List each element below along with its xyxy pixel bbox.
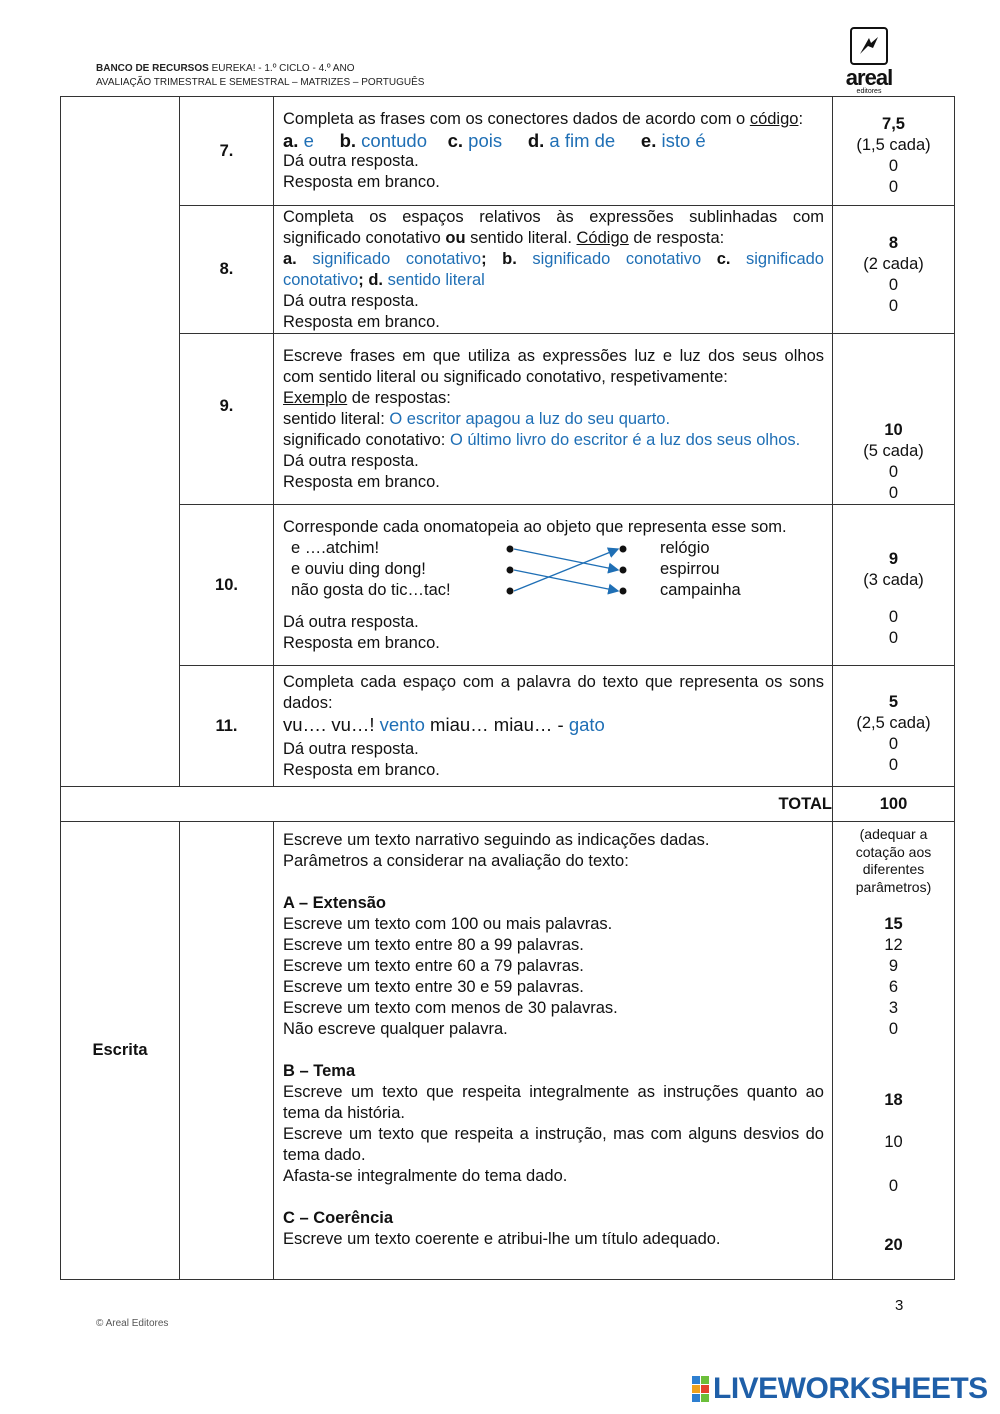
areal-logo — [833, 27, 905, 99]
score-value: 9 — [888, 957, 899, 975]
total-value: 100 — [833, 787, 955, 822]
question-description — [274, 334, 833, 505]
score-blank: 0 — [888, 178, 899, 196]
match-arrow — [514, 570, 618, 591]
score-cell — [833, 666, 955, 787]
total-row — [61, 787, 955, 822]
blank-answer-text: Resposta em branco. — [283, 633, 440, 652]
criterion-item: Escreve um texto que respeita integralmente as instruções quanto ao tema da história. — [283, 1083, 824, 1122]
criterion-item: Escreve um texto com menos de 30 palavras. — [283, 999, 618, 1017]
score-value: 0 — [888, 1020, 899, 1038]
writing-intro: Escreve um texto narrativo seguindo as indicações dadas. — [283, 831, 710, 849]
key-label: e. — [640, 130, 657, 151]
criterion-item: Escreve um texto coerente e atribui-lhe um título adequado. — [283, 1230, 721, 1248]
match-left-dot — [507, 587, 514, 594]
key-label: a. — [283, 249, 297, 268]
score-each: (5 cada) — [863, 442, 924, 460]
example-rest: de respostas: — [347, 388, 451, 407]
section-title: B – Tema — [283, 1062, 356, 1080]
instruction-colon: : — [798, 110, 804, 128]
question-number: 10. — [180, 505, 274, 666]
question-number: 8. — [180, 206, 274, 334]
instruction-underline: código — [749, 110, 799, 128]
key-answer: sentido literal — [387, 270, 485, 289]
score-blank: 0 — [888, 296, 899, 315]
logo-sub: editores — [856, 88, 882, 95]
instruction-text: Corresponde cada onomatopeia ao objeto que representa esse som. — [283, 517, 787, 536]
blank-answer-text: Resposta em branco. — [283, 472, 440, 491]
match-right-dot — [620, 545, 627, 552]
score-main: 8 — [888, 233, 899, 252]
score-cell — [833, 505, 955, 666]
key-answer: gato — [568, 713, 605, 735]
criterion-item: Não escreve qualquer palavra. — [283, 1020, 508, 1038]
key-answer: vento — [379, 713, 425, 735]
writing-parameters: Parâmetros a considerar na avaliação do texto: — [283, 852, 629, 870]
header-bank-label: BANCO DE RECURSOS — [96, 63, 209, 74]
blank-answer-text: Resposta em branco. — [283, 312, 440, 331]
sound-text: miau… miau… - — [424, 713, 569, 735]
table-row — [61, 334, 955, 505]
connotative-label: significado conotativo: — [283, 430, 450, 449]
match-arrow — [514, 549, 618, 570]
match-left-item: não gosta do tic…tac! — [291, 580, 451, 599]
score-other: 0 — [888, 735, 899, 753]
liveworksheets-grid-icon — [692, 1376, 709, 1402]
other-answer-text: Dá outra resposta. — [283, 152, 419, 170]
match-left-item: e ouviu ding dong! — [291, 559, 426, 578]
other-answer-text: Dá outra resposta. — [283, 451, 419, 470]
areal-logo-icon — [850, 27, 888, 65]
instruction-text: sentido literal. — [465, 228, 577, 247]
table-row — [61, 666, 955, 787]
example-label: Exemplo — [283, 388, 348, 407]
instruction-text: de resposta: — [628, 228, 725, 247]
connotative-answer: O último livro do escritor é a luz dos seus olhos. — [449, 430, 801, 449]
criterion-item: Escreve um texto entre 30 e 59 palavras. — [283, 978, 584, 996]
instruction-text: Completa os espaços relativos às expressões sublinhadas com significado conotativo — [283, 207, 824, 247]
writing-scores — [833, 822, 955, 1280]
match-right-item: campainha — [660, 580, 741, 599]
score-each: (2,5 cada) — [856, 714, 931, 732]
match-right-column — [660, 538, 741, 601]
literal-answer: O escritor apagou a luz do seu quarto. — [389, 409, 671, 428]
key-label: d. — [368, 270, 383, 289]
blank-answer-text: Resposta em branco. — [283, 760, 440, 779]
question-description — [274, 206, 833, 334]
key-label: d. — [527, 130, 545, 151]
score-value: 18 — [884, 1091, 903, 1109]
question-description — [274, 666, 833, 787]
score-each: (3 cada) — [863, 571, 924, 589]
key-separator: ; — [358, 270, 364, 289]
question-description — [274, 97, 833, 206]
key-label: b. — [502, 249, 517, 268]
score-value: 6 — [888, 978, 899, 996]
key-label: c. — [447, 130, 464, 151]
criterion-item: Escreve um texto entre 80 a 99 palavras. — [283, 936, 584, 954]
match-right-item: relógio — [660, 538, 710, 557]
writing-criteria — [274, 822, 833, 1280]
instruction-text: Completa cada espaço com a palavra do texto que representa os sons dados: — [283, 672, 824, 712]
score-main: 10 — [884, 421, 903, 439]
criterion-item: Afasta-se integralmente do tema dado. — [283, 1167, 568, 1185]
key-label: c. — [716, 249, 731, 268]
match-right-dot — [620, 587, 627, 594]
criterion-item: Escreve um texto com 100 ou mais palavras. — [283, 915, 613, 933]
header-course: EUREKA! - 1.º CICLO - 4.º ANO — [208, 63, 355, 74]
score-other: 0 — [888, 275, 899, 294]
page-number: 3 — [895, 1297, 904, 1314]
match-left-item: e ….atchim! — [291, 538, 380, 557]
matching-exercise — [283, 538, 824, 604]
score-value: 12 — [884, 936, 903, 954]
table-row — [61, 822, 955, 1280]
liveworksheets-text: LIVEWORKSHEETS — [713, 1372, 988, 1405]
domain-cell-empty — [61, 97, 180, 787]
table-row — [61, 206, 955, 334]
question-number: 11. — [180, 666, 274, 787]
instruction-bold: ou — [445, 228, 466, 247]
score-other: 0 — [888, 608, 899, 626]
key-label: a. — [283, 130, 299, 151]
blank-answer-text: Resposta em branco. — [283, 173, 440, 191]
match-right-item: espirrou — [660, 559, 720, 578]
match-arrow — [514, 549, 618, 591]
domain-label: Escrita — [61, 822, 180, 1280]
key-label: b. — [339, 130, 357, 151]
other-answer-text: Dá outra resposta. — [283, 612, 419, 631]
rubric-table — [60, 96, 955, 1280]
score-blank: 0 — [888, 756, 899, 774]
key-answer: a fim de — [549, 130, 616, 151]
score-other: 0 — [888, 157, 899, 175]
key-answer: pois — [468, 130, 503, 151]
score-cell — [833, 334, 955, 505]
table-row — [61, 97, 955, 206]
logo-name: areal — [845, 65, 893, 90]
section-title: C – Coerência — [283, 1209, 394, 1227]
score-value: 3 — [888, 999, 899, 1017]
match-right-dot — [620, 566, 627, 573]
instruction-text: Completa as frases com os conectores dados de acordo com o — [283, 110, 750, 128]
other-answer-text: Dá outra resposta. — [283, 291, 419, 310]
liveworksheets-logo — [692, 1372, 988, 1406]
score-main: 7,5 — [882, 115, 905, 133]
key-answer: isto é — [661, 130, 706, 151]
score-blank: 0 — [888, 484, 899, 502]
answer-key-line — [283, 249, 824, 291]
section-title: A – Extensão — [283, 894, 387, 912]
key-answer: significado conotativo — [532, 249, 702, 268]
table-row — [61, 505, 955, 666]
document-header — [96, 62, 424, 90]
score-blank: 0 — [888, 629, 899, 647]
key-separator: ; — [481, 249, 487, 268]
key-answer: e — [303, 130, 314, 151]
criterion-item: Escreve um texto entre 60 a 79 palavras. — [283, 957, 584, 975]
literal-label: sentido literal: — [283, 409, 390, 428]
criterion-item: Escreve um texto que respeita a instrução, mas com alguns desvios do tema dado. — [283, 1125, 824, 1164]
score-note: (adequar a cotação aos diferentes parâmetros) — [855, 826, 932, 895]
total-label: TOTAL — [61, 787, 833, 822]
score-each: (2 cada) — [863, 254, 924, 273]
other-answer-text: Dá outra resposta. — [283, 739, 419, 758]
match-left-dot — [507, 566, 514, 573]
score-other: 0 — [888, 463, 899, 481]
score-value: 10 — [884, 1133, 903, 1151]
score-cell — [833, 206, 955, 334]
question-number: 9. — [180, 334, 274, 505]
key-answer: significado conotativo — [283, 249, 824, 289]
match-lines — [283, 538, 823, 604]
score-main: 5 — [888, 693, 899, 711]
score-value: 20 — [884, 1236, 903, 1254]
key-answer: contudo — [361, 130, 428, 151]
match-left-dot — [507, 545, 514, 552]
answer-key-line — [283, 714, 824, 735]
score-value: 15 — [884, 915, 903, 933]
score-each: (1,5 cada) — [856, 136, 931, 154]
sound-text: vu…. vu…! — [283, 713, 380, 735]
instruction-underline: Código — [576, 228, 629, 247]
answer-key-line — [283, 130, 824, 151]
key-answer: significado conotativo — [312, 249, 482, 268]
score-main: 9 — [888, 550, 899, 568]
score-value: 0 — [888, 1177, 899, 1195]
score-cell — [833, 97, 955, 206]
question-number: 7. — [180, 97, 274, 206]
instruction-text: Escreve frases em que utiliza as expressões luz e luz dos seus olhos com sentido literal ou significado conotativo, respetivamente: — [283, 346, 824, 386]
header-subtitle: AVALIAÇÃO TRIMESTRAL E SEMESTRAL – MATRIZES – PORTUGUÊS — [96, 77, 425, 88]
question-number-empty — [180, 822, 274, 1280]
question-description — [274, 505, 833, 666]
copyright: © Areal Editores — [96, 1318, 169, 1329]
